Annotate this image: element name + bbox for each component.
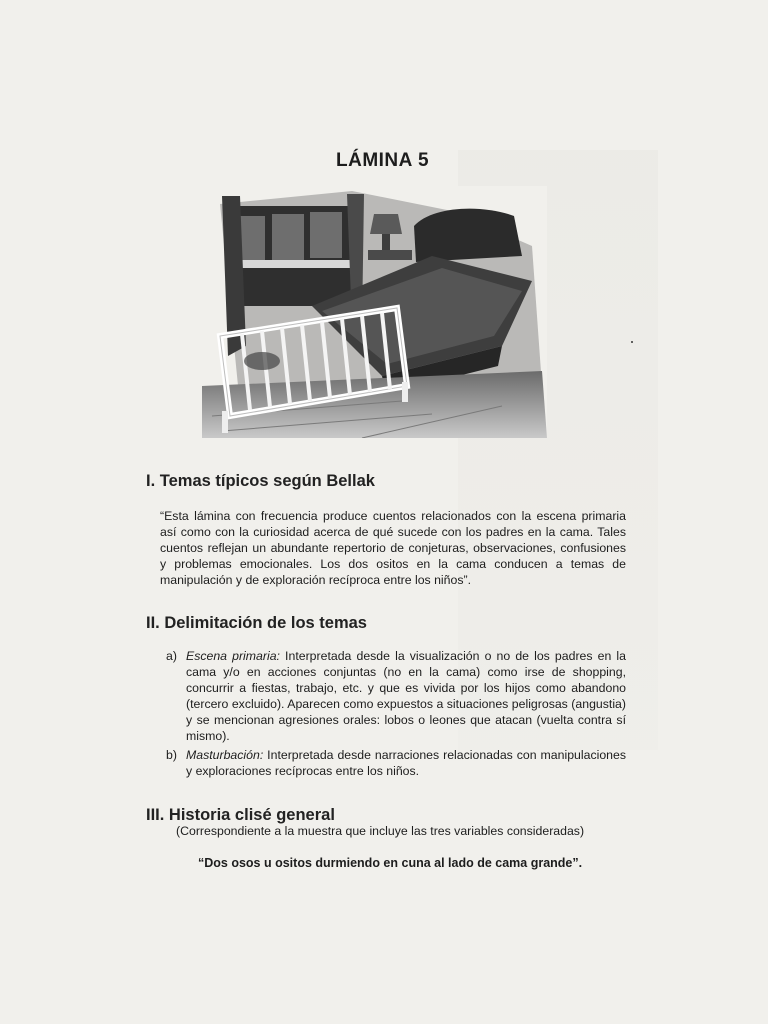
theme-item: [166, 747, 626, 779]
bedroom-drawing: [202, 186, 547, 438]
cliche-story: “Dos osos u ositos durmiendo en cuna al lado de cama grande”.: [198, 856, 583, 870]
bedroom-illustration: [202, 186, 547, 438]
section-3-heading: III. Historia clisé general: [146, 806, 335, 824]
theme-item: [166, 648, 626, 744]
section-3-subtitle: (Correspondiente a la muestra que incluye las tres variables consideradas): [176, 824, 585, 838]
themes-list: [166, 648, 626, 782]
item-term: Masturbación:: [186, 748, 264, 762]
bellak-quote: “Esta lámina con frecuencia produce cuentos relacionados con la escena primaria así como con la curiosidad acerca de qué sucede con los padres en la cama. Tales cuentos reflejan un abundante repertorio de conjeturas, observaciones, confusiones y problemas emocionales. Los dos ositos en la cama conducen a temas de manipulación y de exploración recíproca entre los niños”.: [160, 509, 626, 587]
scan-speck: [631, 341, 633, 343]
item-text: Interpretada desde narraciones relacionadas con manipulaciones y exploraciones recíprocas entre los niños.: [186, 748, 626, 778]
item-marker: a): [166, 649, 177, 663]
section-2-heading: II. Delimitación de los temas: [146, 614, 367, 632]
item-text: Interpretada desde la visualización o no de los padres en la cama y/o en acciones conjuntas (no en la cama) como irse de shopping, concurrir a fiestas, trabajo, etc. y que es vivida por los hijos como abandono (tercero excluido). Aparecen como expuestos a situaciones peligrosas (angustia) y se mencionan agresiones orales: lobos o leones que atacan (vuelta contra sí mismo).: [186, 649, 626, 743]
item-term: Escena primaria:: [186, 649, 280, 663]
item-marker: b): [166, 748, 177, 762]
section-1-heading: I. Temas típicos según Bellak: [146, 472, 375, 490]
page-title: LÁMINA 5: [336, 150, 430, 171]
